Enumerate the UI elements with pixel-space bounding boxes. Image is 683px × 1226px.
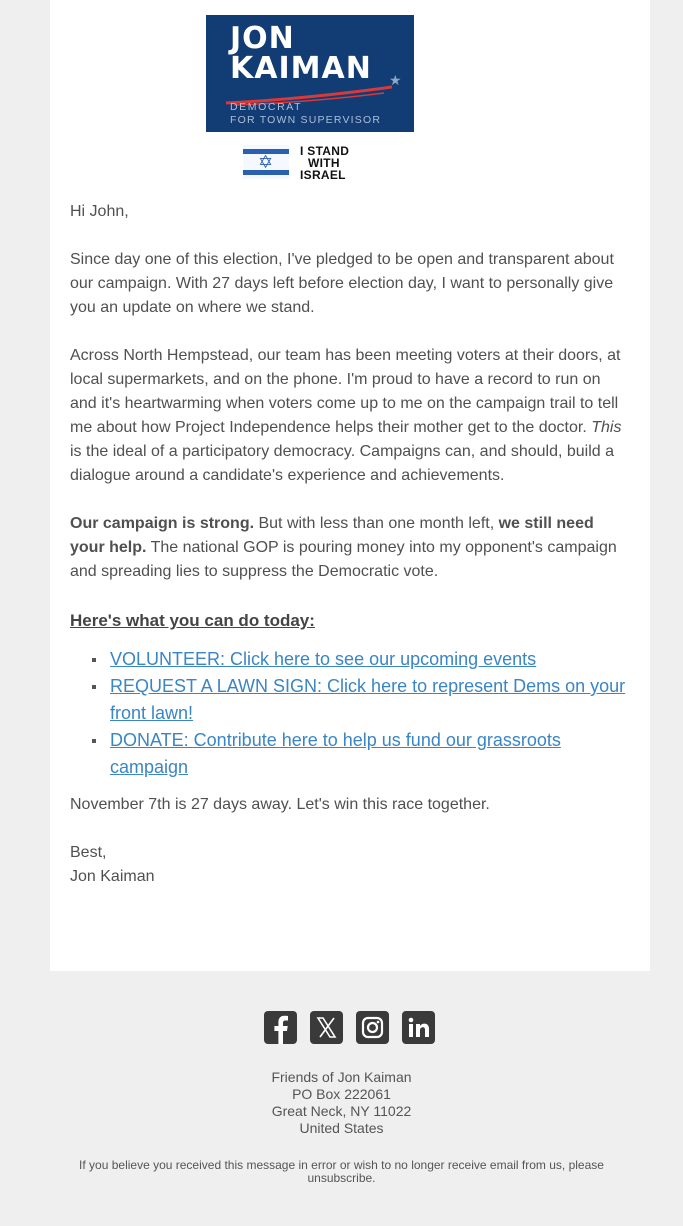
x-icon[interactable] (310, 1011, 343, 1044)
footer-address: PO Box 222061 (292, 1086, 391, 1102)
signature: Jon Kaiman (70, 868, 155, 885)
logo-tagline-party: DEMOCRAT (230, 101, 303, 113)
israel-flag-icon: ✡ (243, 145, 289, 179)
list-item (70, 727, 630, 781)
footer-country: United States (299, 1120, 384, 1136)
footer-org: Friends of Jon Kaiman (271, 1069, 412, 1085)
instagram-icon[interactable] (356, 1011, 389, 1044)
paragraph-update: Since day one of this election, I've pledged to be open and transparent about our campaign. With 27 days left before election day, I want to personally give you an update on where we stand. (70, 251, 614, 316)
logo-tagline-office: FOR TOWN SUPERVISOR (230, 114, 382, 126)
logo-name-first: JON (230, 21, 295, 56)
stand-with-israel-badge (243, 144, 363, 182)
israel-badge-text: I STAND WITH ISRAEL (300, 144, 350, 182)
linkedin-icon[interactable] (402, 1011, 435, 1044)
list-item (70, 646, 630, 673)
actions-heading: Here's what you can do today: (70, 611, 315, 630)
facebook-icon[interactable] (264, 1011, 297, 1044)
footer-city: Great Neck, NY 11022 (271, 1103, 412, 1119)
list-item (70, 673, 630, 727)
email-footer (0, 1069, 683, 1185)
star-icon: ★ (389, 72, 402, 88)
greeting: Hi John, (70, 203, 129, 220)
campaign-logo (206, 15, 414, 132)
donate-link[interactable]: DONATE: Contribute here to help us fund our grassroots campaign (110, 730, 561, 777)
closing-line: November 7th is 27 days away. Let's win this race together. (70, 796, 490, 813)
logo-name-last: KAIMAN (230, 51, 372, 86)
lawn-sign-link[interactable]: REQUEST A LAWN SIGN: Click here to represent Dems on your front lawn! (110, 676, 626, 723)
paragraph-campaign-trail: Across North Hempstead, our team has been meeting voters at their doors, at local supermarkets, and on the phone. I'm proud to have a record to run on and it's heartwarming when voters come up to me on the campaign trail to tell me about how Project Independence helps their mother get to the doctor. This is the ideal of a participatory democracy. Campaigns can, and should, build a dialogue around a candidate's experience and achievements. (70, 347, 622, 484)
signoff: Best, (70, 844, 107, 861)
email-body (70, 200, 630, 889)
unsubscribe-note[interactable]: If you believe you received this message in error or wish to no longer receive email from us, please unsubscribe. (79, 1158, 604, 1185)
volunteer-link[interactable]: VOLUNTEER: Click here to see our upcoming events (110, 649, 537, 669)
actions-list (70, 646, 630, 781)
paragraph-need-help: Our campaign is strong. But with less than one month left, we still need your help. The national GOP is pouring money into my opponent's campaign and spreading lies to suppress the Democratic vote. (70, 515, 617, 580)
